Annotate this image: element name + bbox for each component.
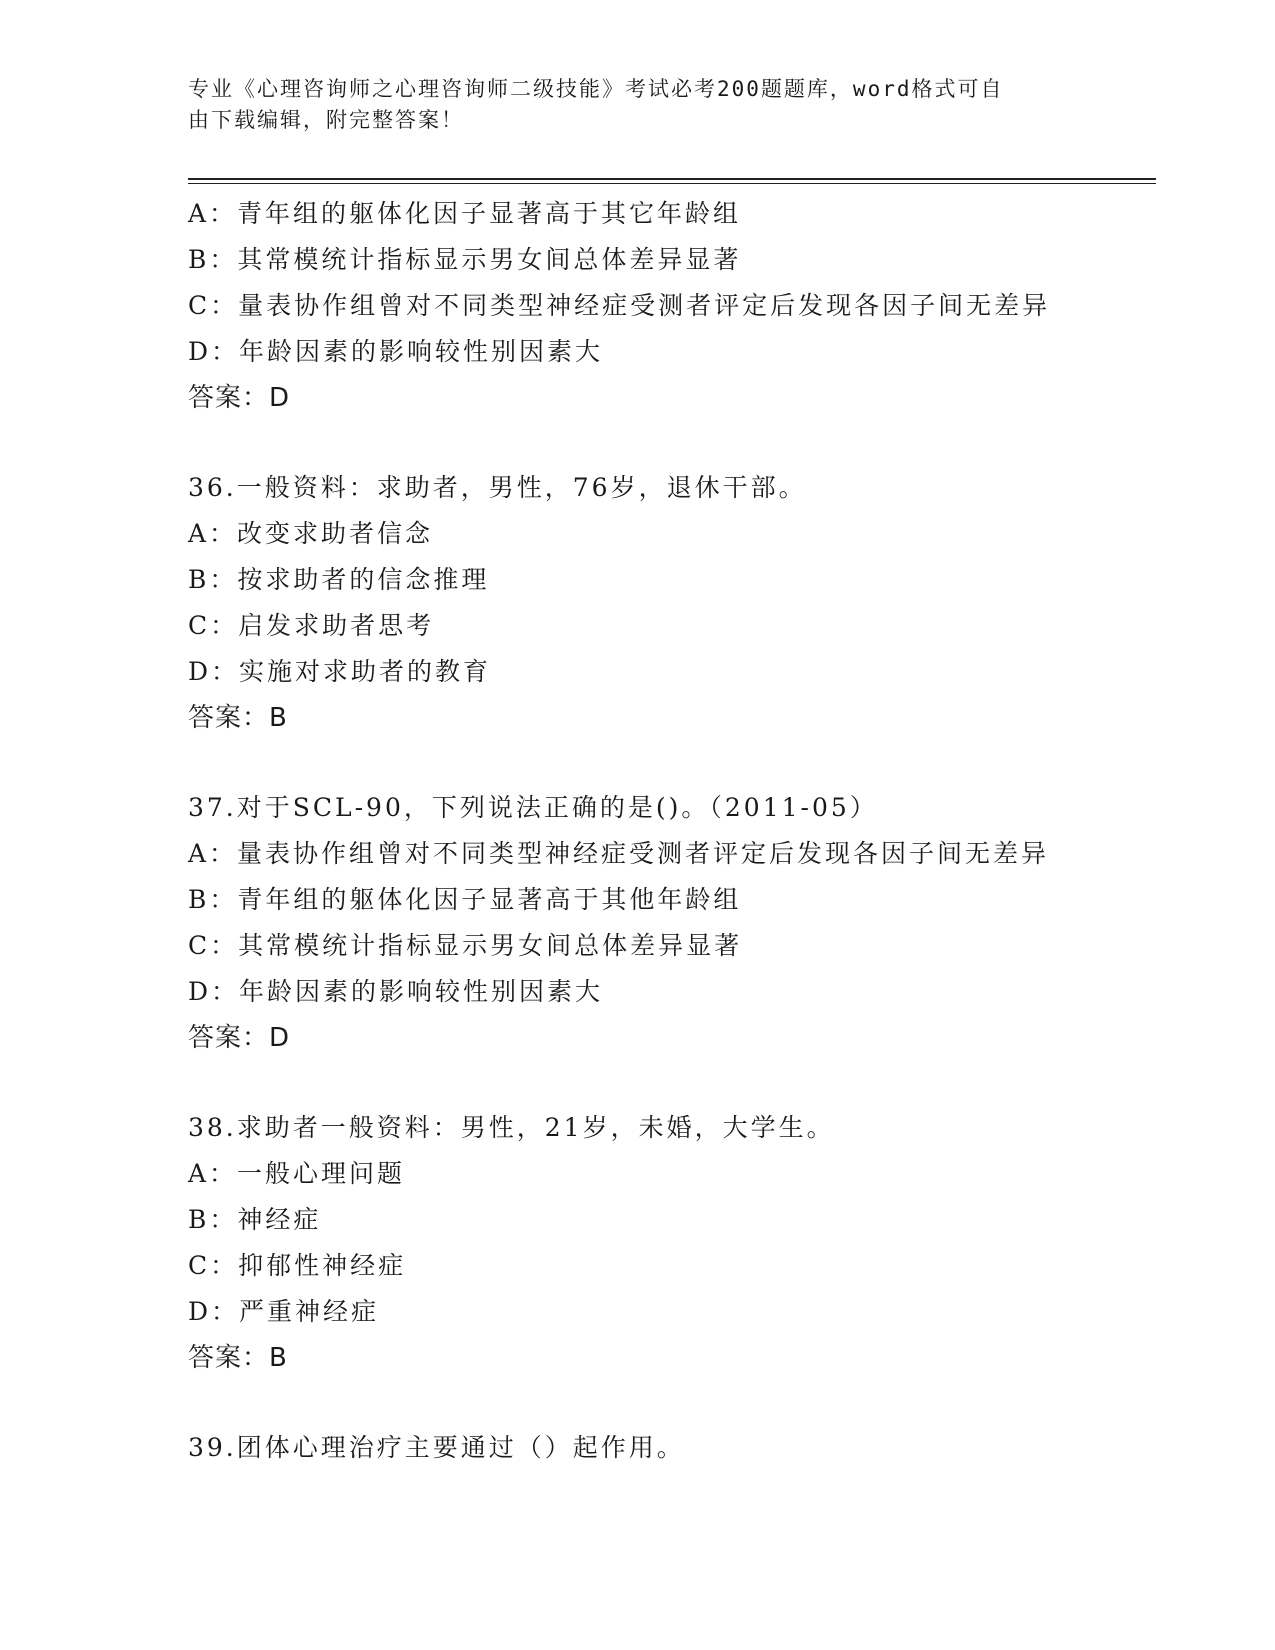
header-divider-thick bbox=[188, 178, 1156, 180]
option-c: C：其常模统计指标显示男女间总体差异显著 bbox=[188, 931, 743, 960]
option-a: A：量表协作组曾对不同类型神经症受测者评定后发现各因子间无差异 bbox=[188, 839, 1050, 868]
option-b: B：神经症 bbox=[188, 1205, 322, 1234]
question-block bbox=[188, 785, 1148, 1061]
header-divider-thin bbox=[188, 183, 1156, 184]
header-line-2: 由下载编辑，附完整答案！ bbox=[188, 108, 464, 132]
option-c: C：量表协作组曾对不同类型神经症受测者评定后发现各因子间无差异 bbox=[188, 291, 1051, 320]
document-header bbox=[188, 74, 1068, 136]
question-text: 38.求助者一般资料：男性，21岁，未婚，大学生。 bbox=[188, 1113, 835, 1142]
option-c: C：启发求助者思考 bbox=[188, 611, 435, 640]
option-b: B：按求助者的信念推理 bbox=[188, 565, 490, 594]
question-text: 36.一般资料：求助者，男性，76岁，退休干部。 bbox=[188, 473, 807, 502]
option-b: B：其常模统计指标显示男女间总体差异显著 bbox=[188, 245, 742, 274]
option-d: D：严重神经症 bbox=[188, 1297, 380, 1326]
option-a: A：青年组的躯体化因子显著高于其它年龄组 bbox=[188, 199, 742, 228]
answer-line: 答案：B bbox=[188, 1343, 288, 1373]
option-d: D：年龄因素的影响较性别因素大 bbox=[188, 337, 604, 366]
question-block bbox=[188, 1425, 1148, 1471]
option-d: D：实施对求助者的教育 bbox=[188, 657, 492, 686]
question-block bbox=[188, 191, 1148, 421]
option-a: A：改变求助者信念 bbox=[188, 519, 434, 548]
header-line-1: 专业《心理咨询师之心理咨询师二级技能》考试必考200题题库，word格式可自 bbox=[188, 77, 1004, 101]
question-text: 37.对于SCL-90，下列说法正确的是()。（2011-05） bbox=[188, 793, 878, 822]
answer-line: 答案：B bbox=[188, 703, 288, 733]
question-list bbox=[188, 191, 1148, 1471]
answer-line: 答案：D bbox=[188, 1023, 291, 1053]
option-a: A：一般心理问题 bbox=[188, 1159, 406, 1188]
question-text: 39.团体心理治疗主要通过（）起作用。 bbox=[188, 1433, 685, 1462]
question-block bbox=[188, 1105, 1148, 1381]
question-block bbox=[188, 465, 1148, 741]
answer-line: 答案：D bbox=[188, 383, 291, 413]
option-b: B：青年组的躯体化因子显著高于其他年龄组 bbox=[188, 885, 742, 914]
option-d: D：年龄因素的影响较性别因素大 bbox=[188, 977, 604, 1006]
option-c: C：抑郁性神经症 bbox=[188, 1251, 407, 1280]
